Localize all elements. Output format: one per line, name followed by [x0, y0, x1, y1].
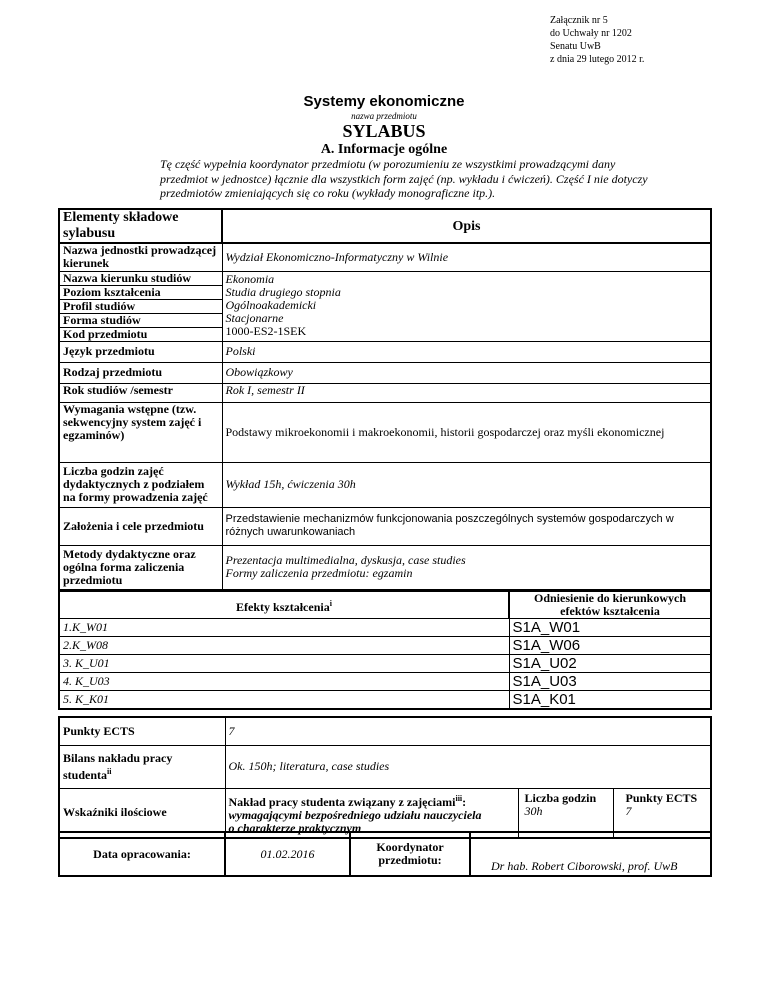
footer-table [58, 831, 712, 877]
syllabus-heading: SYLABUS [342, 121, 426, 141]
row-value: Ogólnoakademicki [225, 297, 317, 312]
row-label: Liczba godzin zajęć dydaktycznych z podziałem na formy prowadzenia zajęć [59, 462, 222, 507]
effect-reference: S1A_W01 [509, 619, 711, 637]
workload-sub: o charakterze praktycznym [228, 820, 362, 835]
effect-code: 3. K_U01 [59, 655, 509, 673]
row-label: Nazwa jednostki prowadzącej kierunek [59, 243, 222, 271]
row-label: Forma studiów [59, 313, 222, 327]
attachment-note [550, 14, 644, 66]
footnote-marker: ii [107, 766, 112, 776]
ects-value: 7 [225, 717, 711, 745]
row-value: Podstawy mikroekonomii i makroekonomii, historii gospodarczej oraz myśli ekonomicznej [222, 402, 711, 462]
row-label: Metody dydaktyczne oraz ogólna forma zaliczenia przedmiotu [59, 545, 222, 590]
subject-title: Systemy ekonomiczne [303, 93, 465, 110]
coordinator-value: Dr hab. Robert Ciborowski, prof. UwB [470, 832, 711, 876]
coordinator-label: Koordynator przedmiotu: [350, 832, 470, 876]
workload-sub: wymagającymi bezpośredniego udziału nauczyciela [228, 807, 482, 822]
row-value [222, 545, 711, 590]
effects-header [59, 591, 509, 619]
row-value-group [222, 271, 711, 341]
row-value: Polski [222, 341, 711, 362]
row-value: Ekonomia [225, 271, 275, 286]
row-label: Język przedmiotu [59, 341, 222, 362]
effect-code: 2.K_W08 [59, 637, 509, 655]
learning-effects-table [58, 590, 712, 710]
date-value: 01.02.2016 [225, 832, 350, 876]
effect-reference: S1A_U03 [509, 673, 711, 691]
row-label: Nazwa kierunku studiów [59, 271, 222, 285]
ects-label: Punkty ECTS [59, 717, 225, 745]
effects-header-text: Efekty kształcenia [236, 599, 330, 614]
footnote-marker: i [329, 598, 332, 608]
subject-caption: nazwa przedmiotu [351, 111, 417, 121]
row-label: Rok studiów /semestr [59, 383, 222, 402]
balance-value: Ok. 150h; literatura, case studies [225, 745, 711, 788]
intro-paragraph: Tę część wypełnia koordynator przedmiotu (w porozumieniu ze wszystkimi prowadzącymi dany przedmiot w jednostce) łącznie dla wszystkich form zajęć (np. wykładu i ćwiczeń). Część I nie dotyczy przedmiotów zmieniających się co roku (wykłady monograficzne itp.). [160, 157, 648, 200]
col-header-elements: Elementy składowe sylabusu [59, 209, 222, 243]
syllabus-main-table [58, 208, 712, 591]
row-label: Rodzaj przedmiotu [59, 362, 222, 383]
reference-header: Odniesienie do kierunkowych efektów kształcenia [509, 591, 711, 619]
attachment-line: Załącznik nr 5 [550, 15, 608, 26]
row-label: Założenia i cele przedmiotu [59, 507, 222, 545]
row-label: Profil studiów [59, 299, 222, 313]
row-value: Studia drugiego stopnia [225, 284, 341, 299]
col-header-description: Opis [222, 209, 711, 243]
row-label: Kod przedmiotu [59, 327, 222, 341]
row-value: Wykład 15h, ćwiczenia 30h [222, 462, 711, 507]
date-label: Data opracowania: [59, 832, 225, 876]
indicators-label: Wskaźniki ilościowe [59, 788, 225, 838]
row-value: Wydział Ekonomiczno-Informatyczny w Wilnie [222, 243, 711, 271]
row-value: Stacjonarne [225, 310, 284, 325]
row-value: Obowiązkowy [222, 362, 711, 383]
section-heading: A. Informacje ogólne [320, 142, 448, 157]
effect-reference: S1A_W06 [509, 637, 711, 655]
effect-reference: S1A_K01 [509, 691, 711, 710]
ects-table [58, 716, 712, 839]
points-label: Punkty ECTS [625, 790, 698, 805]
attachment-line: Senatu UwB [550, 41, 601, 52]
effect-code: 5. K_K01 [59, 691, 509, 710]
effect-code: 1.K_W01 [59, 619, 509, 637]
row-value: 1000-ES2-1SEK [225, 323, 307, 338]
row-value-line: Formy zaliczenia przedmiotu: egzamin [225, 566, 413, 581]
hours-label: Liczba godzin [524, 790, 597, 805]
row-value: Rok I, semestr II [222, 383, 711, 402]
row-label: Wymagania wstępne (tzw. sekwencyjny system zajęć i egzaminów) [59, 402, 222, 462]
row-value-line: Prezentacja multimedialna, dyskusja, case studies [225, 553, 466, 568]
row-value: Przedstawienie mechanizmów funkcjonowania poszczególnych systemów gospodarczych w różnych uwarunkowaniach [222, 507, 711, 545]
workload-label: Nakład pracy studenta związany z zajęciami$^{iii}$: [228, 793, 467, 809]
hours-value: 30h [524, 803, 543, 818]
attachment-line: do Uchwały nr 1202 [550, 28, 632, 39]
footnote-marker: iii [455, 793, 463, 803]
row-label: Poziom kształcenia [59, 285, 222, 299]
attachment-line: z dnia 29 lutego 2012 r. [550, 54, 645, 65]
balance-label-text: Bilans nakładu pracy studenta [63, 750, 173, 782]
effect-code: 4. K_U03 [59, 673, 509, 691]
points-value: 7 [625, 803, 632, 818]
effect-reference: S1A_U02 [509, 655, 711, 673]
balance-label [59, 745, 225, 788]
workload-label-text: Nakład pracy studenta związany z zajęciami [228, 794, 456, 809]
